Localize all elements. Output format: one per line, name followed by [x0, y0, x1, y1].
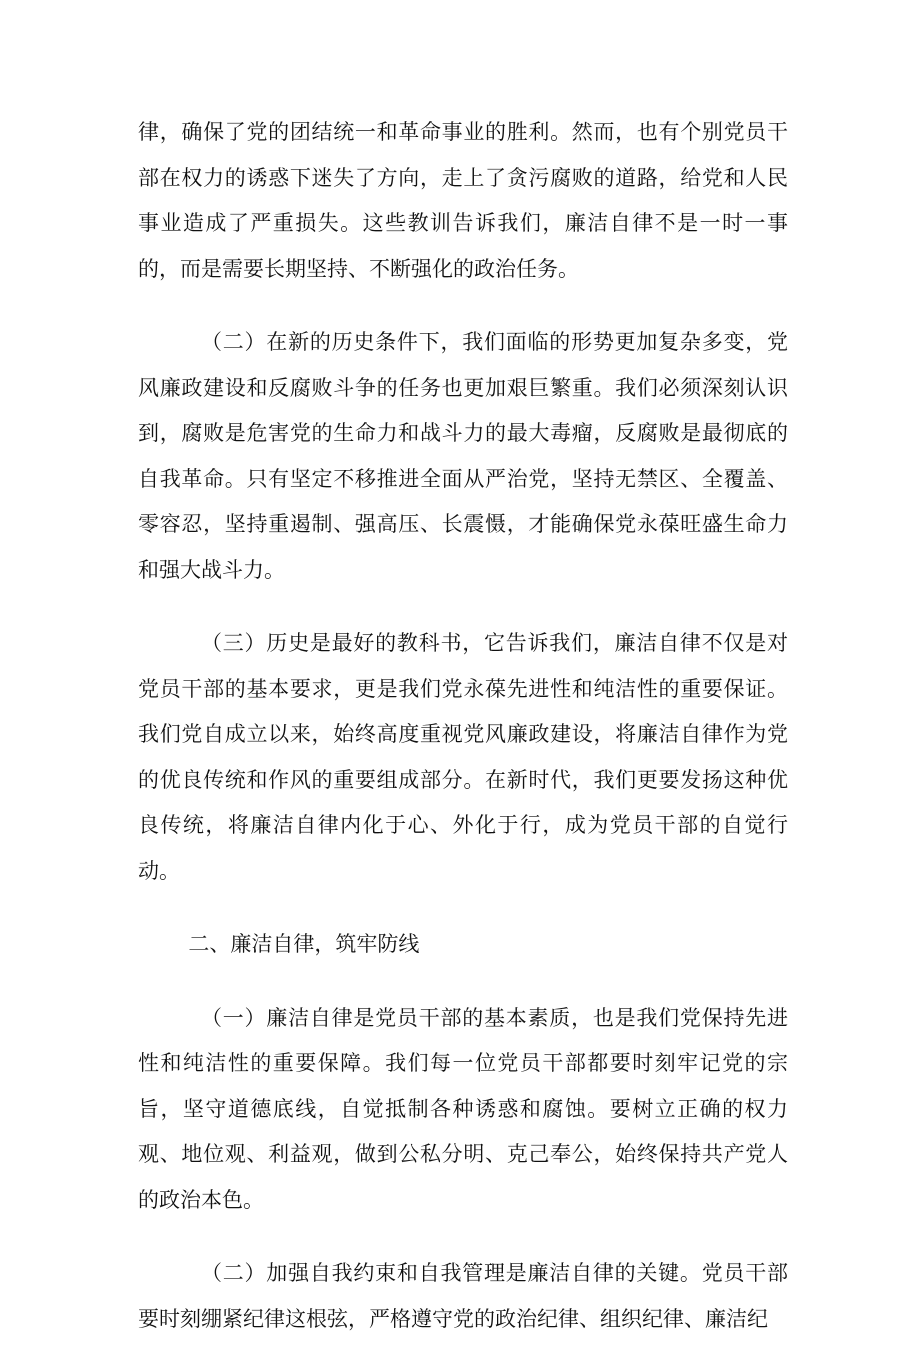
- paragraph-section-2-2: （二）加强自我约束和自我管理是廉洁自律的关键。党员干部要时刻绷紧纪律这根弦，严格遵守党的政治纪律、组织纪律、廉洁纪: [138, 1261, 788, 1331]
- paragraph-section-2-1: （一）廉洁自律是党员干部的基本素质，也是我们党保持先进性和纯洁性的重要保障。我们每一位党员干部都要时刻牢记党的宗旨，坚守道德底线，自觉抵制各种诱惑和腐蚀。要树立正确的权力观、地位观、利益观，做到公私分明、克己奉公，始终保持共产党人的政治本色。: [138, 1005, 788, 1212]
- document-body: [138, 110, 788, 1370]
- section-heading-2: 二、廉洁自律，筑牢防线: [188, 932, 420, 956]
- paragraph-section-1-2: （二）在新的历史条件下，我们面临的形势更加复杂多变，党风廉政建设和反腐败斗争的任务也更加艰巨繁重。我们必须深刻认识到，腐败是危害党的生命力和战斗力的最大毒瘤，反腐败是最彻底的自我革命。只有坚定不移推进全面从严治党，坚持无禁区、全覆盖、零容忍，坚持重遏制、强高压、长震慑，才能确保党永葆旺盛生命力和强大战斗力。: [138, 330, 788, 582]
- paragraph-section-1-3: （三）历史是最好的教科书，它告诉我们，廉洁自律不仅是对党员干部的基本要求，更是我们党永葆先进性和纯洁性的重要保证。我们党自成立以来，始终高度重视党风廉政建设，将廉洁自律作为党的优良传统和作风的重要组成部分。在新时代，我们更要发扬这种优良传统，将廉洁自律内化于心、外化于行，成为党员干部的自觉行动。: [138, 631, 788, 883]
- paragraph-continuation: 律，确保了党的团结统一和革命事业的胜利。然而，也有个别党员干部在权力的诱惑下迷失了方向，走上了贪污腐败的道路，给党和人民事业造成了严重损失。这些教训告诉我们，廉洁自律不是一时一事的，而是需要长期坚持、不断强化的政治任务。: [138, 120, 788, 281]
